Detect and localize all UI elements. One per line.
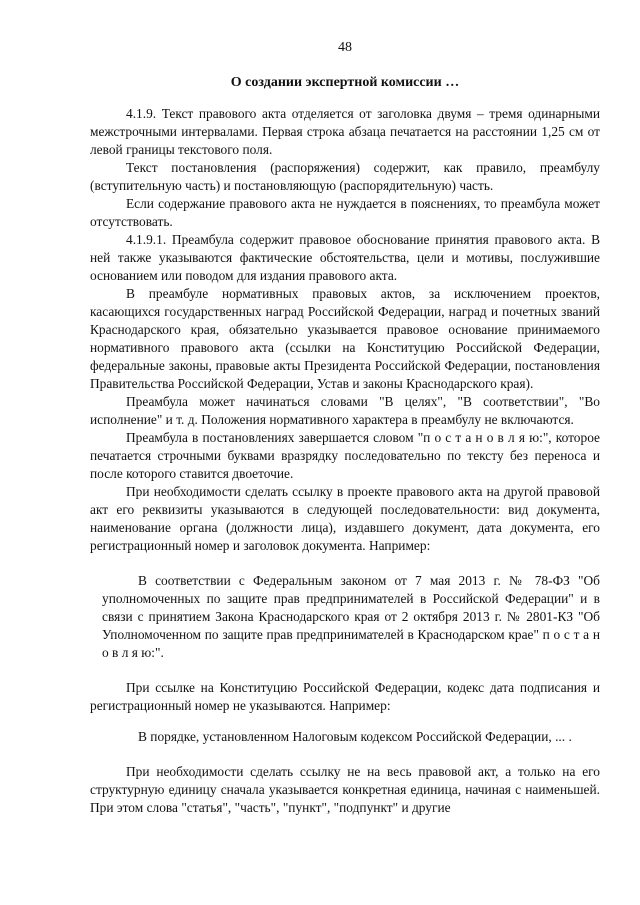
example-reference-1: В соответствии с Федеральным законом от 7 мая 2013 г. № 78-ФЗ "Об уполномоченных по защите прав предпринимателей в Российской Федерации" и в связи с принятием Закона Краснодарского края от 2 октября 2013 г. № 2801-КЗ "Об Уполномоченном по защите прав предпринимателей в Краснодарском крае" п о с т а н о в л я ю:". (102, 573, 600, 660)
paragraph-preamble-ending: Преамбула в постановлениях завершается словом "п о с т а н о в л я ю:", которое печатается строчными буквами вразрядку последовательно по тексту без переноса и после которого ставится двоеточие. (90, 430, 600, 481)
paragraph-normative-preamble: В преамбуле нормативных правовых актов, за исключением проектов, касающихся государственных наград Российской Федерации, наград и почетных званий Краснодарского края, обязательно указывается правовое основание принимаемого нормативного правового акта (ссылки на Конституцию Российской Федерации, федеральные законы, правовые акты Президента Российской Федерации, постановления Правительства Российской Федерации, Устав и законы Краснодарского края). (90, 286, 600, 391)
paragraph-preamble-start-words: Преамбула может начинаться словами "В целях", "В соответствии", "Во исполнение" и т. д. Положения нормативного характера в преамбулу не включаются. (90, 394, 600, 427)
paragraph-4-1-9-1: 4.1.9.1. Преамбула содержит правовое обоснование принятия правового акта. В ней также указываются фактические обстоятельства, цели и мотивы, послужившие основанием или поводом для издания правового акта. (90, 232, 600, 283)
paragraph-structural-unit-reference: При необходимости сделать ссылку не на весь правовой акт, а только на его структурную единицу сначала указывается конкретная единица, начиная с наименьшей. При этом слова "статья", "часть", "пункт", "подпункт" и другие (90, 764, 600, 815)
paragraph-4-1-9: 4.1.9. Текст правового акта отделяется от заголовка двумя – тремя одинарными межстрочными интервалами. Первая строка абзаца печатается на расстоянии 1,25 см от левой границы текстового поля. (90, 106, 600, 157)
document-heading: О создании экспертной комиссии … (230, 75, 460, 90)
paragraph-constitution-reference: При ссылке на Конституцию Российской Федерации, кодекс дата подписания и регистрационный номер не указываются. Например: (90, 680, 600, 713)
paragraph-preamble-optional: Если содержание правового акта не нуждается в пояснениях, то преамбула может отсутствовать. (90, 196, 600, 229)
example-reference-2: В порядке, установленном Налоговым кодексом Российской Федерации, ... . (138, 729, 572, 744)
paragraph-reference-requisites: При необходимости сделать ссылку в проекте правового акта на другой правовой акт его реквизиты указываются в следующей последовательности: вид документа, наименование органа (должности лица), издавшего документ, дата документа, его регистрационный номер и заголовок документа. Например: (90, 484, 600, 553)
page-number: 48 (338, 40, 352, 55)
paragraph-decree-text: Текст постановления (распоряжения) содержит, как правило, преамбулу (вступительную часть) и постановляющую (распорядительную) часть. (90, 160, 600, 193)
